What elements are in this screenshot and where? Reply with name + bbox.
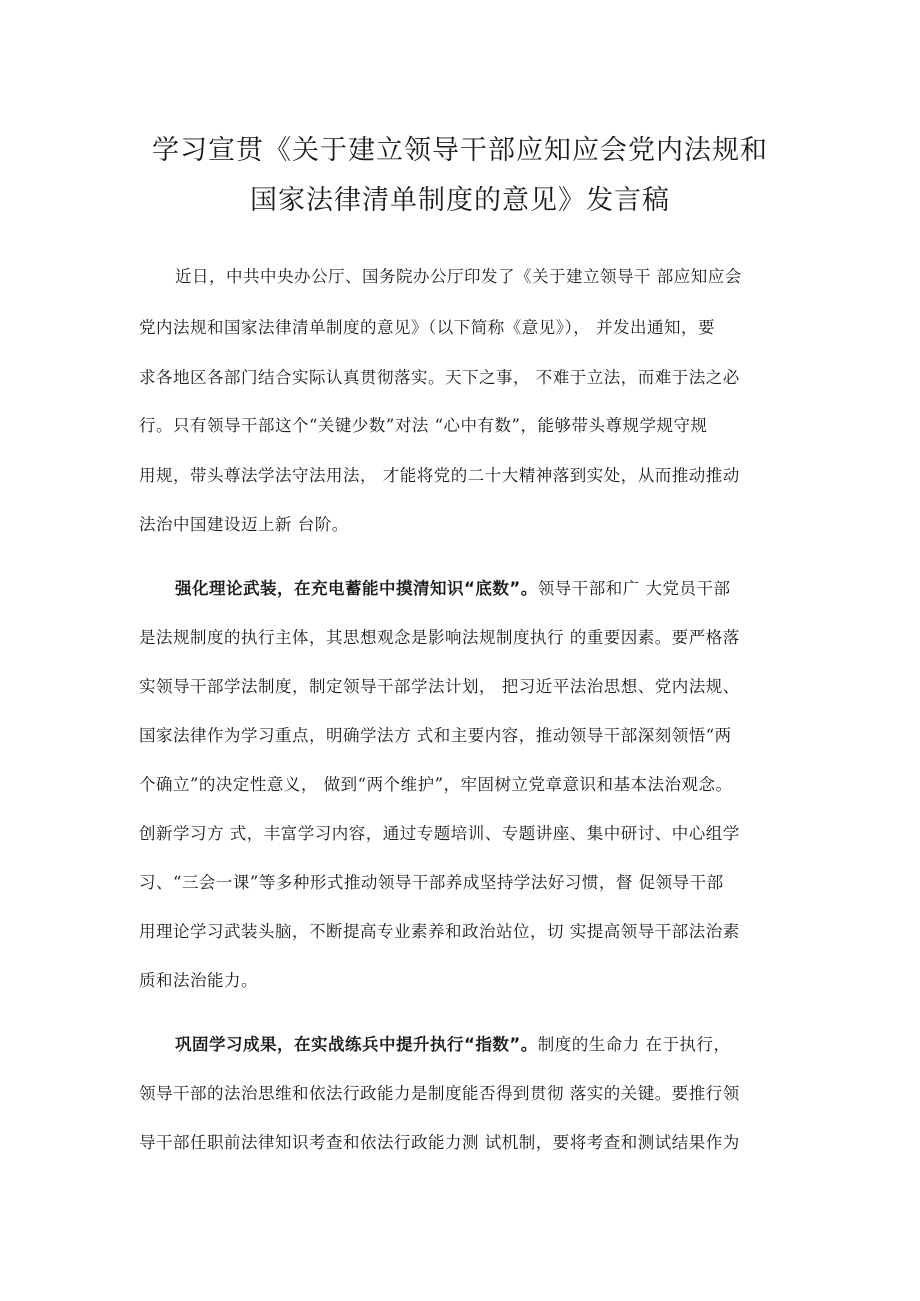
text-line: 实领导干部学法制度，制定领导干部学法计划， 把习近平法治思想、党内法规、 xyxy=(139,677,740,696)
text-line: 党内法规和国家法律清单制度的意见》（以下简称《意见》）， 并发出通知，要 xyxy=(139,318,715,337)
text-line xyxy=(175,574,799,604)
paragraph-heading: 巩固学习成果，在实战练兵中提升执行“指数”。 xyxy=(175,1035,538,1054)
text-run: 制度的生命力 在于执行， xyxy=(537,1035,731,1054)
text-line: 是法规制度的执行主体，其思想观念是影响法规制度执行 的重要因素。要严格落 xyxy=(139,628,740,647)
text-line: 行。只有领导干部这个“关键少数”对法 “心中有数”，能够带头尊规学规守规 xyxy=(139,416,708,435)
text-line: 国家法律作为学习重点，明确学法方 式和主要内容，推动领导干部深刻领悟“两 xyxy=(139,726,732,745)
text-line: 质和法治能力。 xyxy=(139,971,258,990)
text-run: 领导干部和广 大党员干部 xyxy=(537,579,731,598)
text-line: 近日，中共中央办公厅、国务院办公厅印发了《关于建立领导干 部应知应会 xyxy=(175,267,742,286)
text-line: 习、“三会一课”等多种形式推动领导干部养成坚持学法好习惯，督 促领导干部 xyxy=(139,873,724,892)
title-line-1: 学习宣贯《关于建立领导干部应知应会党内法规和 xyxy=(152,135,768,166)
text-line: 求各地区各部门结合实际认真贯彻落实。天下之事， 不难于立法，而难于法之必 xyxy=(139,368,740,387)
text-line: 法治中国建设迈上新 台阶。 xyxy=(139,515,349,534)
paragraph-heading: 强化理论武装，在充电蓄能中摸清知识“底数”。 xyxy=(175,579,538,598)
title-line-2: 国家法律清单制度的意见》发言稿 xyxy=(250,185,670,216)
document-title xyxy=(120,126,800,226)
text-line: 用规，带头尊法学法守法用法， 才能将党的二十大精神落到实处，从而推动推动 xyxy=(139,466,740,485)
text-line xyxy=(175,1030,799,1060)
text-line: 领导干部的法治思维和依法行政能力是制度能否得到贯彻 落实的关键。要推行领 xyxy=(139,1084,740,1103)
text-line: 导干部任职前法律知识考查和依法行政能力测 试机制，要将考查和测试结果作为 xyxy=(139,1133,740,1152)
text-line: 个确立”的决定性意义， 做到“两个维护”，牢固树立党章意识和基本法治观念。 xyxy=(139,775,733,794)
text-line: 用理论学习武装头脑，不断提高专业素养和政治站位，切 实提高领导干部法治素 xyxy=(139,922,740,941)
text-line: 创新学习方 式，丰富学习内容，通过专题培训、专题讲座、集中研讨、中心组学 xyxy=(139,824,740,843)
